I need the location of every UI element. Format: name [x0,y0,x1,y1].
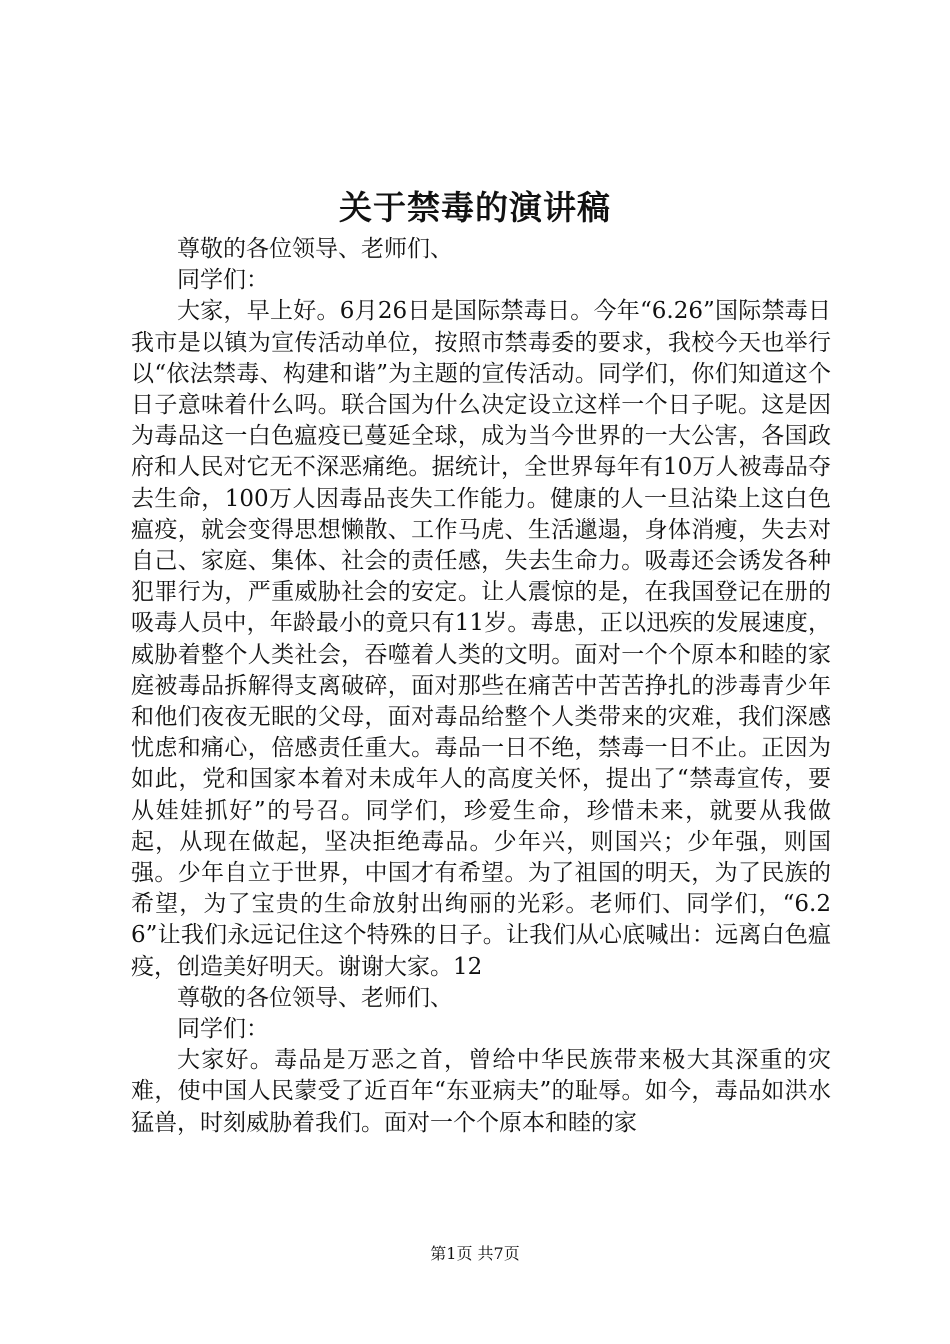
document-title: 关于禁毒的演讲稿 [339,188,611,227]
paragraph-salutation-students-2: 同学们： [177,1016,269,1043]
page-footer: 第1页 共7页 [430,1244,520,1263]
paragraph-speech-body-2: 大家好。毒品是万恶之首，曾给中华民族带来极大其深重的灾难，使中国人民蒙受了近百年“东亚病夫”的耻辱。如今，毒品如洪水猛兽，时刻威胁着我们。面对一个个原本和睦的家 [131,1047,831,1136]
paragraph-salutation: 尊敬的各位领导、老师们、 [177,236,453,262]
paragraph-speech-body: 大家，早上好。6月26日是国际禁毒日。今年“6.26”国际禁毒日我市是以镇为宣传活动单位，按照市禁毒委的要求，我校今天也举行以“依法禁毒、构建和谐”为主题的宣传活动。同学们，你们知道这个日子意味着什么吗。联合国为什么决定设立这样一个日子呢。这是因为毒品这一白色瘟疫已蔓延全球，成为当今世界的一大公害，各国政府和人民对它无不深恶痛绝。据统计，全世界每年有10万人被毒品夺去生命，100万人因毒品丧失工作能力。健康的人一旦沾染上这白色瘟疫，就会变得思想懒散、工作马虎、生活邋遢，身体消瘦，失去对自己、家庭、集体、社会的责任感，失去生命力。吸毒还会诱发各种犯罪行为，严重威胁社会的安定。让人震惊的是，在我国登记在册的吸毒人员中，年龄最小的竟只有11岁。毒患，正以迅疾的发展速度，威胁着整个人类社会，吞噬着人类的文明。面对一个个原本和睦的家庭被毒品拆解得支离破碎，面对那些在痛苦中苦苦挣扎的涉毒青少年和他们夜夜无眠的父母，面对毒品给整个人类带来的灾难，我们深感忧虑和痛心，倍感责任重大。毒品一日不绝，禁毒一日不止。正因为如此，党和国家本着对未成年人的高度关怀，提出了“禁毒宣传，要从娃娃抓好”的号召。同学们，珍爱生命，珍惜未来，就要从我做起，从现在做起，坚决拒绝毒品。少年兴，则国兴；少年强，则国强。少年自立于世界，中国才有希望。为了祖国的明天，为了民族的希望，为了宝贵的生命放射出绚丽的光彩。老师们、同学们，“6.26”让我们永远记住这个特殊的日子。让我们从心底喊出：远离白色瘟疫，创造美好明天。谢谢大家。12 [131,298,831,980]
document-body [131,234,831,1139]
paragraph-salutation-2: 尊敬的各位领导、老师们、 [177,984,453,1011]
paragraph-salutation-students: 同学们： [177,267,269,294]
